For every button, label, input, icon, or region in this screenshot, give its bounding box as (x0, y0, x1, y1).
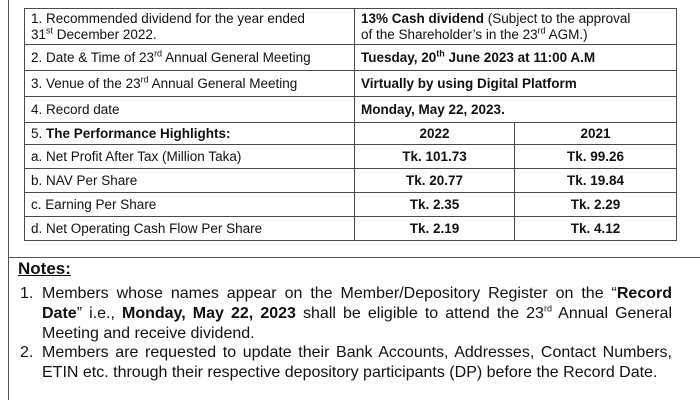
value-2022: Tk. 101.73 (355, 145, 515, 169)
metric-label: c. Earning Per Share (25, 193, 355, 217)
row-value: Virtually by using Digital Platform (355, 71, 677, 97)
value-2021: Tk. 19.84 (515, 169, 677, 193)
table-row (25, 169, 677, 193)
row-label: 1. Recommended dividend for the year ended 31st December 2022. (25, 9, 355, 45)
section-divider (8, 257, 700, 258)
table-row (25, 97, 677, 123)
value-2021: Tk. 4.12 (515, 217, 677, 241)
table-row (25, 193, 677, 217)
row-label: 2. Date & Time of 23rd Annual General Meeting (25, 45, 355, 71)
table-row (25, 9, 677, 45)
row-value: Monday, May 22, 2023. (355, 97, 677, 123)
row-label: 3. Venue of the 23rd Annual General Meeting (25, 71, 355, 97)
table-row (25, 71, 677, 97)
agm-info-table (24, 8, 677, 241)
left-border-line (8, 0, 9, 400)
highlights-heading: 5. The Performance Highlights: (25, 123, 355, 145)
note-item (20, 284, 672, 344)
metric-label: a. Net Profit After Tax (Million Taka) (25, 145, 355, 169)
table-row (25, 45, 677, 71)
row-label: 4. Record date (25, 97, 355, 123)
row-value: 13% Cash dividend (Subject to the approval of the Shareholder’s in the 23rd AGM.) (355, 9, 677, 45)
year-2022-header: 2022 (355, 123, 515, 145)
note-text: Members are requested to update their Bank Accounts, Addresses, Contact Numbers, ETIN etc. through their respective depository participants (DP) before the Record Date. (42, 344, 672, 381)
table-row (25, 217, 677, 241)
note-number: 1. (20, 285, 34, 302)
note-item (20, 343, 672, 383)
value-2022: Tk. 20.77 (355, 169, 515, 193)
table-row (25, 145, 677, 169)
row-value: Tuesday, 20th June 2023 at 11:00 A.M (355, 45, 677, 71)
metric-label: d. Net Operating Cash Flow Per Share (25, 217, 355, 241)
note-text: Members whose names appear on the Member/Depository Register on the “Record Date” i.e., Monday, May 22, 2023 shall be eligible to attend the 23rd Annual General Meeting and receive dividend. (42, 285, 673, 342)
value-2021: Tk. 99.26 (515, 145, 677, 169)
notes-heading: Notes: (18, 259, 71, 278)
metric-label: b. NAV Per Share (25, 169, 355, 193)
year-2021-header: 2021 (515, 123, 677, 145)
value-2021: Tk. 2.29 (515, 193, 677, 217)
note-number: 2. (20, 344, 34, 361)
highlights-header-row (25, 123, 677, 145)
value-2022: Tk. 2.19 (355, 217, 515, 241)
value-2022: Tk. 2.35 (355, 193, 515, 217)
